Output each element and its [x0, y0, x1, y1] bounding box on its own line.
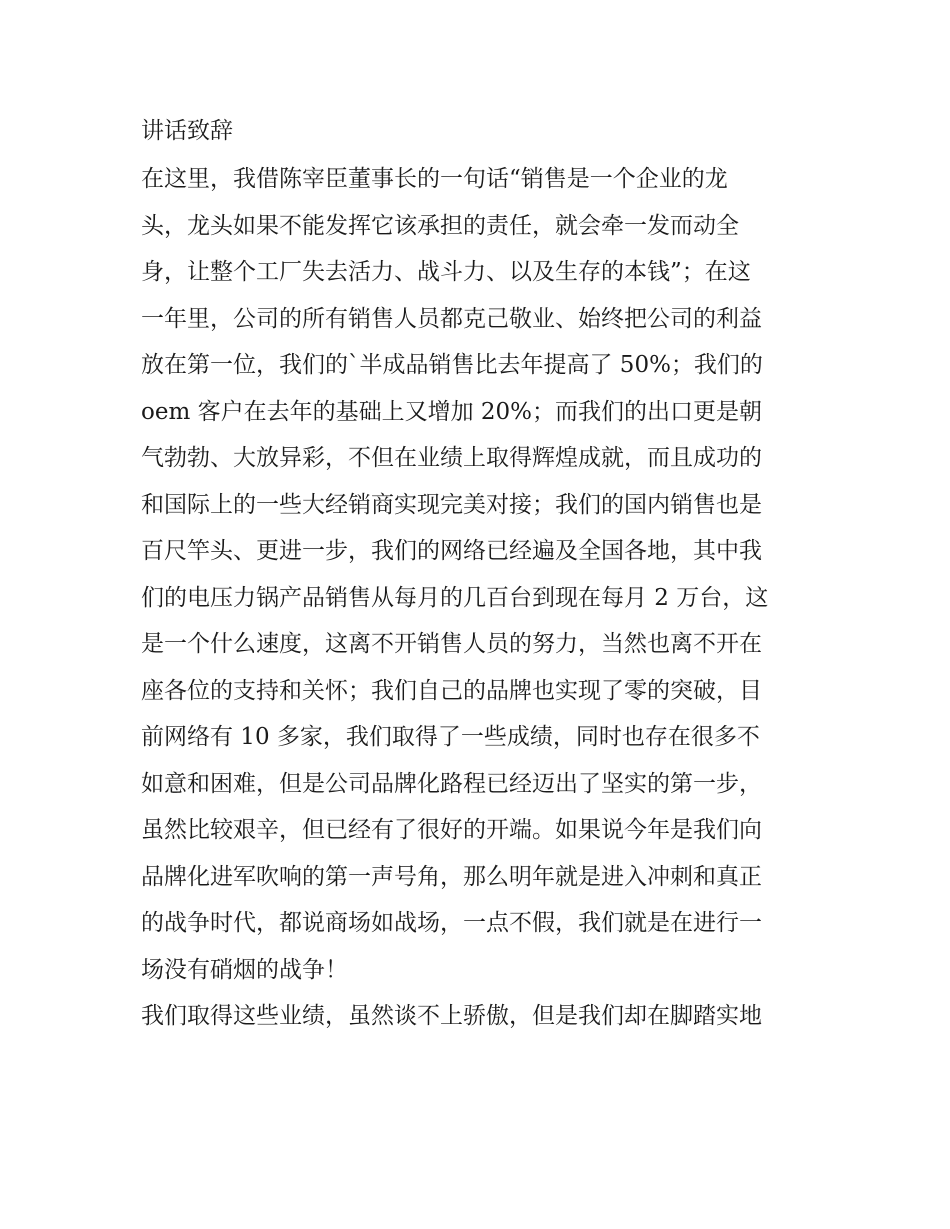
text-line: 百尺竿头、更进一步，我们的网络已经遍及全国各地，其中我 [141, 538, 762, 564]
text-line: 虽然比较艰辛，但已经有了很好的开端。如果说今年是我们向 [141, 817, 762, 843]
document-body [141, 108, 821, 1040]
text-line: 气勃勃、大放异彩，不但在业绩上取得辉煌成就，而且成功的 [141, 445, 762, 471]
text-line: 前网络有 10 多家，我们取得了一些成绩，同时也存在很多不 [141, 724, 760, 750]
text-line: 场没有硝烟的战争！ [141, 956, 348, 983]
text-line: 我们取得这些业绩，虽然谈不上骄傲，但是我们却在脚踏实地 [141, 1003, 762, 1029]
text-line: 如意和困难，但是公司品牌化路程已经迈出了坚实的第一步， [141, 770, 762, 797]
text-line: 的战争时代，都说商场如战场，一点不假，我们就是在进行一 [141, 910, 762, 936]
text-line: 们的电压力锅产品销售从每月的几百台到现在每月 2 万台，这 [141, 584, 769, 611]
paragraph-2 [141, 993, 821, 1040]
text-line: 一年里，公司的所有销售人员都克己敬业、始终把公司的利益 [141, 305, 762, 332]
text-line: 和国际上的一些大经销商实现完美对接；我们的国内销售也是 [141, 491, 762, 518]
text-line: 是一个什么速度，这离不开销售人员的努力，当然也离不开在 [141, 631, 762, 657]
text-line: 座各位的支持和关怀；我们自己的品牌也实现了零的突破，目 [141, 677, 762, 704]
text-line: 品牌化进军吹响的第一声号角，那么明年就是进入冲刺和真正 [141, 863, 762, 890]
text-line: oem 客户在去年的基础上又增加 20%；而我们的出口更是朝 [141, 398, 763, 425]
text-line: 在这里，我借陈宰臣董事长的一句话“销售是一个企业的龙 [141, 166, 728, 192]
text-line: 头，龙头如果不能发挥它该承担的责任，就会牵一发而动全 [141, 212, 739, 239]
text-line: 身，让整个工厂失去活力、战斗力、以及生存的本钱”；在这 [141, 259, 751, 285]
document-title: 讲话致辞 [141, 118, 233, 144]
text-line: 放在第一位，我们的`半成品销售比去年提高了 50%；我们的 [141, 352, 763, 378]
paragraph-1 [141, 156, 821, 993]
